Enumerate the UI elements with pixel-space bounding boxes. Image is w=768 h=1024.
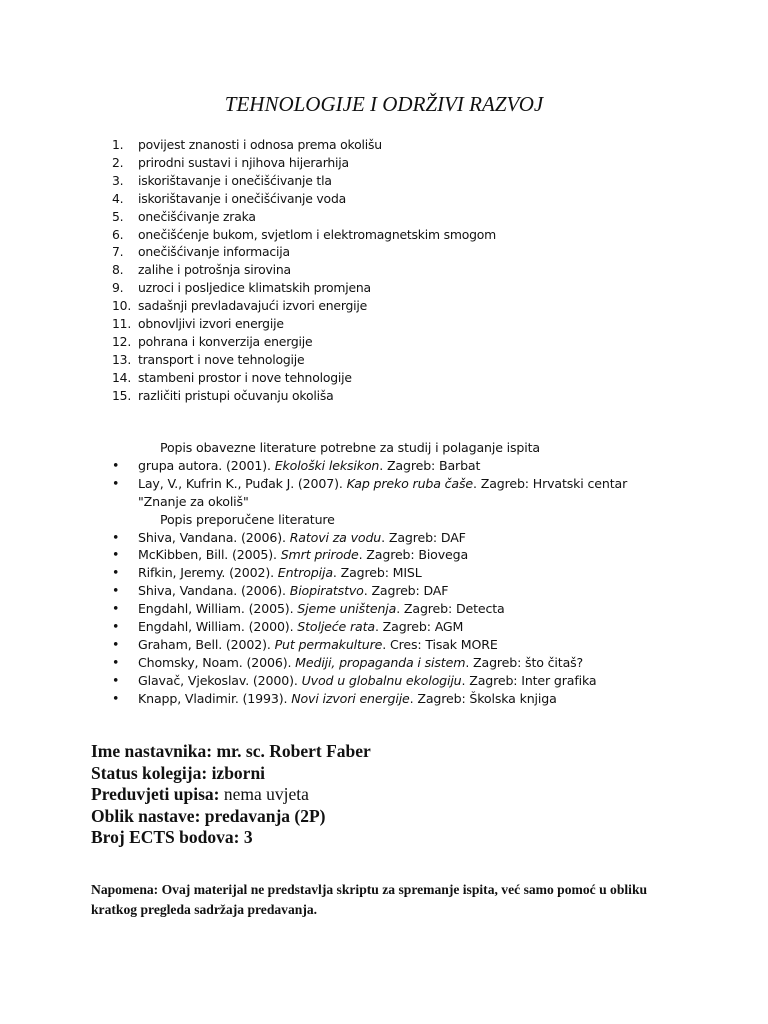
- topic-item: 8. zalihe i potrošnja sirovina: [112, 262, 291, 278]
- literature-item: • Engdahl, William. (2000). Stoljeće rata. Zagreb: AGM: [112, 619, 464, 635]
- topic-item: 4. iskorištavanje i onečišćivanje voda: [112, 190, 346, 206]
- teacher-line: Ime nastavnika: mr. sc. Robert Faber: [91, 741, 371, 761]
- literature-item: • Glavač, Vjekoslav. (2000). Uvod u globalnu ekologiju. Zagreb: Inter grafika: [112, 672, 597, 688]
- literature-section: [112, 439, 672, 708]
- disclaimer-note: Napomena: Ovaj materijal ne predstavlja skriptu za spremanje ispita, već samo pomoć u obliku kratkog pregleda sadržaja predavanja.: [91, 882, 648, 917]
- literature-item: • Shiva, Vandana. (2006). Ratovi za vodu. Zagreb: DAF: [112, 529, 466, 545]
- literature-item: • Shiva, Vandana. (2006). Biopiratstvo. Zagreb: DAF: [112, 583, 449, 599]
- topic-item: 14. stambeni prostor i nove tehnologije: [112, 369, 352, 385]
- topic-item: 15. različiti pristupi očuvanju okoliša: [112, 387, 334, 403]
- literature-item: • Knapp, Vladimir. (1993). Novi izvori energije. Zagreb: Školska knjiga: [112, 690, 557, 706]
- topic-item: 2. prirodni sustavi i njihova hijerarhija: [112, 154, 349, 170]
- topic-item: 1. povijest znanosti i odnosa prema okolišu: [112, 137, 382, 152]
- topic-item: 3. iskorištavanje i onečišćivanje tla: [112, 172, 332, 188]
- required-literature-heading: Popis obavezne literature potrebne za studij i polaganje ispita: [160, 440, 540, 455]
- course-info: [91, 741, 371, 849]
- ects-line: Broj ECTS bodova: 3: [91, 827, 253, 847]
- topic-item: 5. onečišćivanje zraka: [112, 208, 256, 224]
- topic-item: 6. onečišćenje bukom, svjetlom i elektromagnetskim smogom: [112, 226, 497, 242]
- topic-item: 13. transport i nove tehnologije: [112, 351, 305, 367]
- status-line: Status kolegija: izborni: [91, 762, 266, 783]
- literature-item: • Lay, V., Kufrin K., Puđak J. (2007). Kap preko ruba čaše. Zagreb: Hrvatski centar "Znanje za okoliš": [112, 475, 628, 509]
- topic-item: 11. obnovljivi izvori energije: [112, 316, 284, 332]
- topic-item: 9. uzroci i posljedice klimatskih promjena: [112, 280, 371, 296]
- document-title: TEHNOLOGIJE I ODRŽIVI RAZVOJ: [224, 92, 544, 116]
- literature-item: • Chomsky, Noam. (2006). Mediji, propaganda i sistem. Zagreb: što čitaš?: [112, 654, 584, 670]
- prerequisites-line: Preduvjeti upisa: nema uvjeta: [91, 784, 309, 804]
- topic-list: [112, 136, 496, 405]
- recommended-literature-heading: Popis preporučene literature: [160, 511, 335, 527]
- format-line: Oblik nastave: predavanja (2P): [91, 805, 326, 826]
- literature-item: • Graham, Bell. (2002). Put permakulture. Cres: Tisak MORE: [112, 636, 498, 652]
- topic-item: 7. onečišćivanje informacija: [112, 244, 290, 260]
- literature-item: • McKibben, Bill. (2005). Smrt prirode. Zagreb: Biovega: [112, 547, 469, 563]
- literature-item: • grupa autora. (2001). Ekološki leksikon. Zagreb: Barbat: [112, 457, 481, 473]
- topic-item: 10. sadašnji prevladavajući izvori energije: [112, 298, 368, 314]
- literature-item: • Rifkin, Jeremy. (2002). Entropija. Zagreb: MISL: [112, 565, 422, 581]
- literature-item: • Engdahl, William. (2005). Sjeme uništenja. Zagreb: Detecta: [112, 601, 505, 617]
- topic-item: 12. pohrana i konverzija energije: [112, 333, 313, 349]
